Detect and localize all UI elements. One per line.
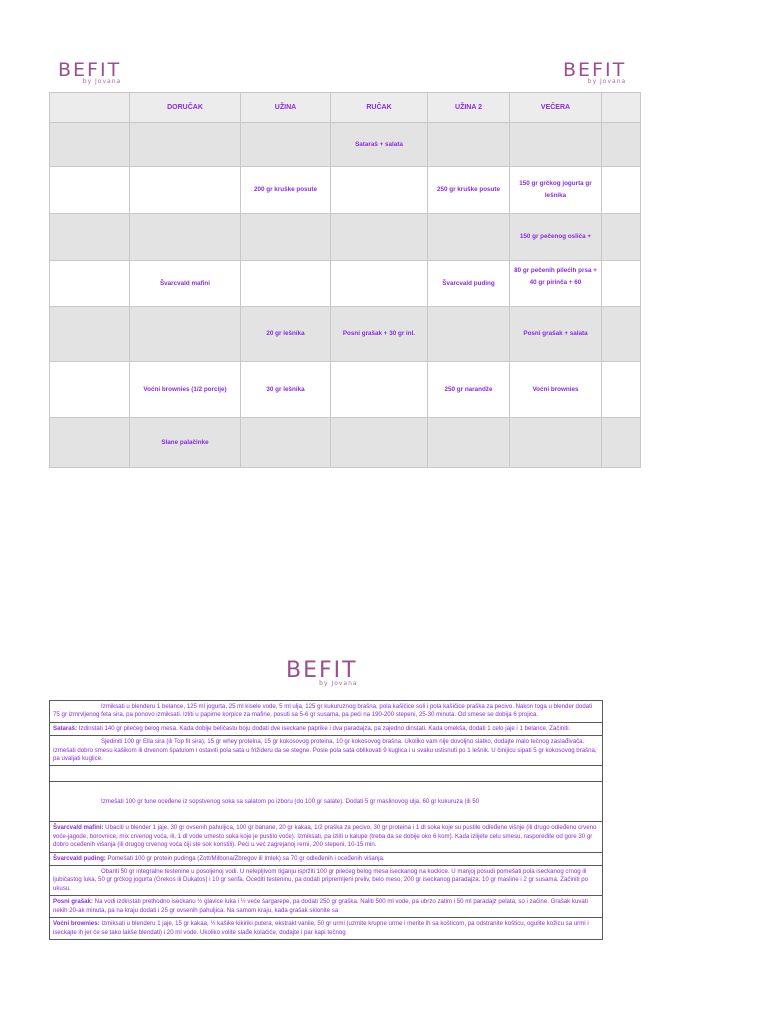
logo [286, 660, 358, 687]
table-row [50, 307, 641, 362]
header-cell: DORUČAK [130, 93, 241, 123]
logo-text: BEFIT [286, 658, 358, 683]
recipe-title: Voćni brownies: [53, 920, 100, 928]
table-cell [50, 214, 130, 261]
table-cell: Švarcvald puding [428, 261, 510, 307]
logo-text: BEFIT [563, 59, 627, 81]
table-cell [50, 123, 130, 167]
recipe-row [50, 852, 603, 865]
table-cell [50, 167, 130, 214]
table-cell [602, 167, 641, 214]
table-cell: 250 gr kruške posute [428, 167, 510, 214]
table-cell [241, 214, 331, 261]
logo-subtitle: by Jovana [587, 78, 627, 85]
table-cell: Sataraš + salata [331, 123, 428, 167]
recipe-row [50, 822, 603, 852]
header-cell: VEČERA [510, 93, 602, 123]
recipe-text: Na vodi izdinstati prethodno iseckanu ½ glavice luka i ½ veće šargarepe, pa dodati 250 gr graška. Naliti 500 ml vode, pa ubrzo zatim i 50 ml paradajz pelata, so i začine. Grašak kuvati nekih 20-ak minuta, pa na kraju dodati i 25 gr ovsenih pahuljica. Na samom kraju, kada grašak sklonite sa [53, 898, 588, 914]
table-cell [241, 418, 331, 468]
table-row [50, 261, 641, 307]
logo-text: BEFIT [58, 59, 122, 81]
recipe-text: Izmešati 100 gr tune oceđene iz sopstvenog soka sa salatom po izboru (do 100 gr salate). Dodati 5 gr maslinovog ulja, 60 gr kukuruza (ili 50 [101, 797, 480, 805]
header-cell: UŽINA [241, 93, 331, 123]
table-cell [331, 362, 428, 418]
recipes-table [49, 700, 603, 940]
table-cell [428, 123, 510, 167]
table-cell [331, 418, 428, 468]
recipe-cell [50, 852, 603, 865]
table-cell [50, 307, 130, 362]
table-row [50, 418, 641, 468]
recipe-cell [50, 918, 603, 940]
table-row [50, 123, 641, 167]
table-cell [331, 167, 428, 214]
recipe-title: Posni grašak: [53, 898, 93, 906]
table-cell: 150 gr pečenog oslića + [510, 214, 602, 261]
recipe-cell [50, 782, 603, 822]
table-cell: Posni grašak + salata [510, 307, 602, 362]
recipe-title: Švarcvald puding: [53, 854, 106, 862]
table-cell: Slane palačinke [130, 418, 241, 468]
table-cell: 200 gr kruške posute [241, 167, 331, 214]
recipe-text: Izmiksati u blenderu 1 jaje, 15 gr kakaa, ½ kašike kikiriki putera, ekstrakt vanile, 50 gr urmi (uzmite krupne urme i merite ih sa košticom, pa odstranite košticu, ogulite kožicu sa urmi i iseckajte ih jer će se tako lakše blendati) i 20 ml vode. Ukoliko volite slađe kolačiće, dodajte i par kapi tečnog [53, 920, 589, 936]
recipe-text: Izmiksati u blenderu 1 belance, 125 ml jogurta, 25 ml kisele vode, 5 ml ulja, 125 gr kukuruznog brašna, pola kašičice soli i pola kašičice praška za pecivo. Nakon toga u blender dodati 75 gr izmrvljenog feta sira, pa ponovo izmiksati. Izliti u papirne korpice za mafine, posuti sa 5-6 gr susama, pa peći na 190-200 stepeni, 25-30 minuta. Od smese se dobija 6 projica. [53, 703, 593, 719]
table-header-row [50, 93, 641, 123]
table-cell [510, 123, 602, 167]
table-cell: Posni grašak + 30 gr inl. [331, 307, 428, 362]
table-cell: Švarcvald mafini [130, 261, 241, 307]
recipe-row [50, 918, 603, 940]
table-cell [241, 123, 331, 167]
table-cell [602, 123, 641, 167]
table-cell: 150 gr grčkog jogurta gr lešnika [510, 167, 602, 214]
table-cell: 30 gr lešnika [241, 362, 331, 418]
table-cell [241, 261, 331, 307]
table-cell: 250 gr narandže [428, 362, 510, 418]
table-cell [130, 167, 241, 214]
table-cell [602, 214, 641, 261]
header-cell: RUČAK [331, 93, 428, 123]
recipe-text: Sjediniti 100 gr Ella sira (ili Top fit sira), 15 gr whey proteina, 15 gr kokosovog proteina, 10 gr kokosovog brašna. Ukoliko vam nije dovoljno slatko, dodajte malo tečnog zaslađivača. Izmešati dobro smesu kašikom ili drvenom špatulom i ostaviti pola sata u frižideru da se stegne. Posle pola sata oblikovati 9 kuglica i u svaku ustisnuti po 1 lešnik. U činijicu sipati 5 gr kokosovog brašna, pa uvaljati kuglice. [53, 738, 597, 763]
table-row [50, 362, 641, 418]
recipe-text: Izdinstati 140 gr pilećeg belog mesa. Kada dobije beličastu boju dodati dve iseckane paprike i dva paradajza, pa zajedno dinstati. Kada omekša, dodati 1 celo jaje i 1 belance. Začiniti. [77, 724, 571, 732]
recipe-row [50, 766, 603, 782]
table-cell [130, 214, 241, 261]
table-cell: Voćni brownies (1/2 porcije) [130, 362, 241, 418]
table-cell [50, 418, 130, 468]
table-cell [602, 261, 641, 307]
table-cell [428, 307, 510, 362]
recipe-cell [50, 766, 603, 782]
recipe-row [50, 866, 603, 896]
header-cell [602, 93, 641, 123]
recipe-row [50, 701, 603, 723]
header-cell: UŽINA 2 [428, 93, 510, 123]
table-cell [130, 123, 241, 167]
recipe-title: Sataraš: [53, 724, 78, 732]
table-row [50, 214, 641, 261]
table-cell [510, 418, 602, 468]
table-cell [602, 418, 641, 468]
recipe-text: Pomešati 100 gr protein pudinga (Zott/Milbona/Zbregov ili Imlek) sa 70 gr odleđenih i oceđenih višanja. [105, 854, 385, 862]
table-row [50, 167, 641, 214]
table-cell [428, 418, 510, 468]
logo-subtitle: by Jovana [319, 680, 358, 687]
recipe-cell [50, 736, 603, 766]
recipe-row [50, 782, 603, 822]
logo-subtitle: by Jovana [82, 78, 122, 85]
recipe-text: Obariti 50 gr integralne testenine u posoljenoj vodi. U neleplјivom tiganju ispržiti 100 gr pilećeg belog mesa iseckanog na kockice. U manjoj posudi pomešati pola iseckanog crnog ili ljubičastog luka, 50 gr grčkog jogurta (Grekos ili Dukatos) i 10 gr senfa. Oceditі testeninu, pa dodati pripremljeni preliv, belo meso, 200 gr iseckanog paradajza, 10 gr masline i 2 gr susama. Začiniti po ukusu. [53, 868, 589, 892]
table-cell [602, 362, 641, 418]
recipe-cell [50, 866, 603, 896]
recipe-cell [50, 701, 603, 723]
table-cell [428, 214, 510, 261]
recipe-row [50, 896, 603, 918]
table-cell [331, 214, 428, 261]
logo [58, 61, 121, 85]
logo [563, 61, 626, 85]
recipe-cell [50, 822, 603, 852]
table-cell: 20 gr lešnika [241, 307, 331, 362]
header-cell [50, 93, 130, 123]
table-cell [130, 307, 241, 362]
recipe-title: Švarcvald mafini: [53, 824, 104, 832]
recipe-text: Ubaciti u blender 1 jaje, 30 gr ovsenih pahuljica, 100 gr banane, 20 gr kakaa, 1/2 praška za pecivo, 30 gr proteina i 1 dl soka koje su pustile odleđene višnje (ili drugo odleđeno crveno voće-jagode, borovnice, mix crvenog voća, ili, 1 dl vode umesto soka koje je pustilo voće). Izmiksati, pa izliti u kalupe (treba da se dobije oko 6 kom). Kada izlijete celu smesu, rasporedite od gore 30 gr dobro oceđenih višanja (ili drugog crvenog voća čiji ste sok koristili). Peći u već zagrejanoj rerni, 200 stepeni, 10-15 min. [53, 824, 597, 849]
recipe-cell [50, 722, 603, 735]
recipe-row [50, 722, 603, 735]
recipe-row [50, 736, 603, 766]
table-cell [602, 307, 641, 362]
table-cell [50, 362, 130, 418]
recipe-cell [50, 896, 603, 918]
table-cell [331, 261, 428, 307]
table-cell: Voćni brownies [510, 362, 602, 418]
meal-plan-table [49, 92, 641, 468]
table-cell [50, 261, 130, 307]
table-cell: 80 gr pečenih pilećih prsa + 40 gr pirinča + 60 [510, 261, 602, 307]
